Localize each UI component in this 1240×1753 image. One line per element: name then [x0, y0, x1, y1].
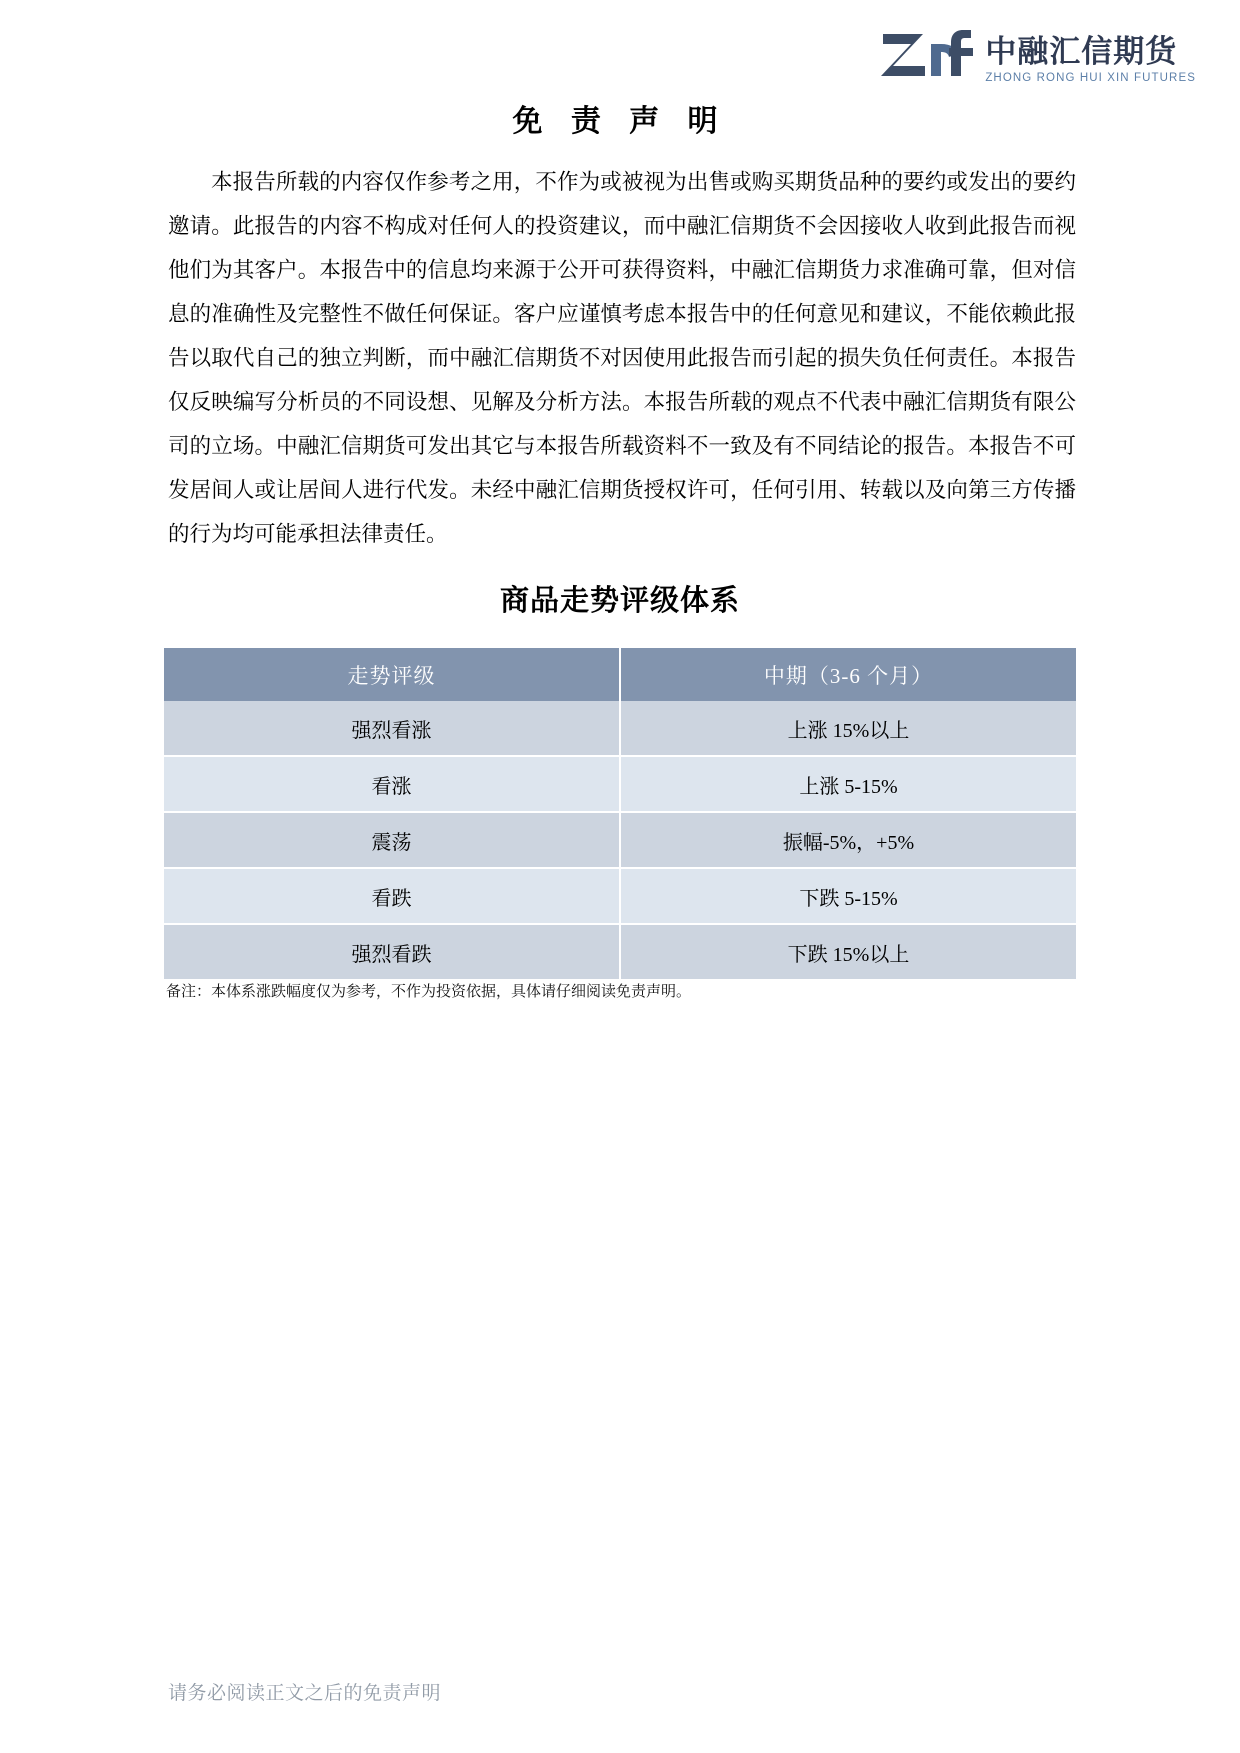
table-cell-range: 上涨 5-15%	[620, 756, 1076, 812]
table-row	[164, 812, 1076, 868]
page-title: 免 责 声 明	[512, 105, 728, 138]
table-row	[164, 924, 1076, 979]
table-cell-range: 振幅-5%，+5%	[620, 812, 1076, 868]
table-header-cell-rating: 走势评级	[164, 648, 620, 701]
table-cell-range: 下跌 15%以上	[620, 924, 1076, 979]
table-cell-rating: 强烈看跌	[164, 924, 620, 979]
footer-note: 请务必阅读正文之后的免责声明	[168, 1683, 442, 1704]
table-cell-rating: 震荡	[164, 812, 620, 868]
table-cell-rating: 看跌	[164, 868, 620, 924]
section-title: 商品走势评级体系	[499, 585, 740, 617]
table-cell-range: 上涨 15%以上	[620, 701, 1076, 756]
table-body	[164, 701, 1076, 979]
disclaimer-paragraph: 本报告所载的内容仅作参考之用，不作为或被视为出售或购买期货品种的要约或发出的要约邀请。此报告的内容不构成对任何人的投资建议，而中融汇信期货不会因接收人收到此报告而视他们为其客户。本报告中的信息均来源于公开可获得资料，中融汇信期货力求准确可靠，但对信息的准确性及完整性不做任何保证。客户应谨慎考虑本报告中的任何意见和建议，不能依赖此报告以取代自己的独立判断，而中融汇信期货不对因使用此报告而引起的损失负任何责任。本报告仅反映编写分析员的不同设想、见解及分析方法。本报告所载的观点不代表中融汇信期货有限公司的立场。中融汇信期货可发出其它与本报告所载资料不一致及有不同结论的报告。本报告不可发居间人或让居间人进行代发。未经中融汇信期货授权许可，任何引用、转载以及向第三方传播的行为均可能承担法律责任。	[168, 170, 1076, 546]
zrf-logo-mark-icon	[879, 26, 975, 87]
table-header-row	[164, 648, 1076, 701]
table-head	[164, 648, 1076, 701]
logo-text	[985, 35, 1196, 87]
logo-company-name-en: ZHONG RONG HUI XIN FUTURES	[985, 72, 1196, 84]
rating-system-table	[164, 648, 1076, 979]
table-row	[164, 868, 1076, 924]
table-note: 备注：本体系涨跌幅度仅为参考，不作为投资依据，具体请仔细阅读免责声明。	[166, 983, 692, 1000]
company-logo	[879, 26, 1196, 87]
table-cell-rating: 看涨	[164, 756, 620, 812]
table-header-cell-midterm: 中期（3-6 个月）	[620, 648, 1076, 701]
table-cell-rating: 强烈看涨	[164, 701, 620, 756]
table-row	[164, 756, 1076, 812]
table-row	[164, 701, 1076, 756]
table-cell-range: 下跌 5-15%	[620, 868, 1076, 924]
logo-company-name-cn: 中融汇信期货	[985, 34, 1178, 69]
